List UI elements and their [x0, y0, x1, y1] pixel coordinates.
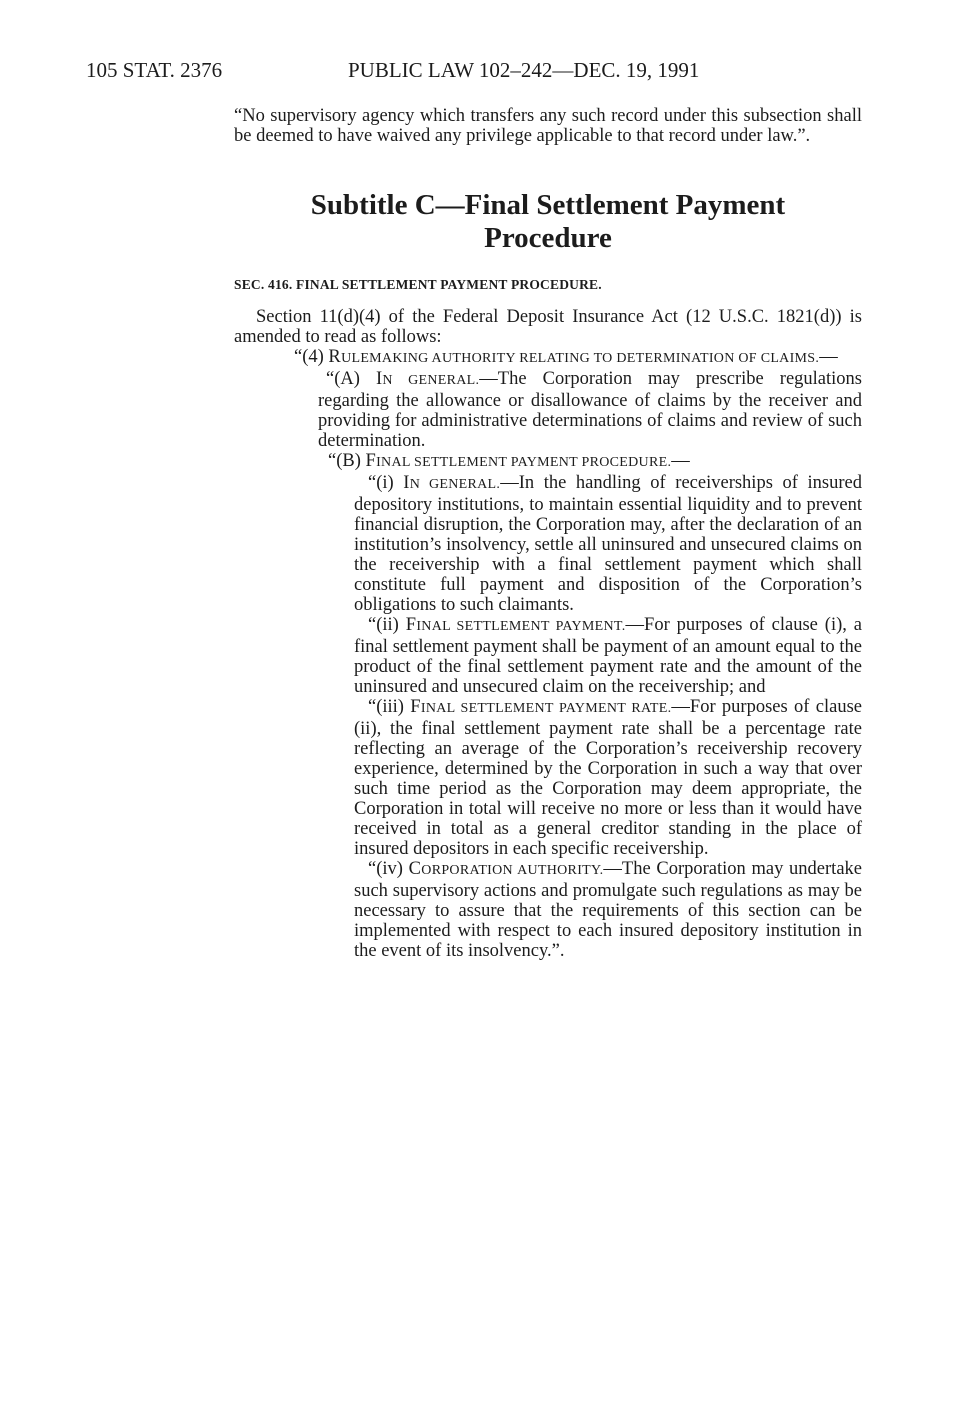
clause-iii-text: —For purposes of clause (ii), the final settlement payment rate shall be a percentage rate reflecting an average of the Corporation’s receivership recovery experience, determined by the Corporation in such a way that over such time period as the Corporation may deem appropriate, the Corporation in total will receive no more or less than it would have received in total as a general creditor standing in the place of insured depositors in each specific receivership. — [354, 697, 862, 859]
paragraph-4-heading: RULEMAKING AUTHORITY RELATING TO DETERMINATION OF CLAIMS. — [328, 347, 820, 367]
stat-citation: 105 STAT. 2376 — [86, 58, 223, 82]
subtitle-line-2: Procedure — [484, 222, 612, 254]
clause-iv-heading: CORPORATION AUTHORITY. — [408, 859, 604, 879]
paragraph-4: “(4) RULEMAKING AUTHORITY RELATING TO DETERMINATION OF CLAIMS.— — [294, 347, 838, 367]
paragraph-A-heading: IN GENERAL. — [375, 369, 480, 389]
clause-iii-heading: FINAL SETTLEMENT PAYMENT RATE. — [410, 697, 672, 717]
clause-ii: “(ii) FINAL SETTLEMENT PAYMENT.—For purposes of clause (i), a final settlement payment shall be payment of an amount equal to the product of the final settlement payment rate and the amount of the uninsured and unsecured claim on the receivership; and — [354, 615, 862, 697]
section-heading: SEC. 416. FINAL SETTLEMENT PAYMENT PROCEDURE. — [234, 277, 602, 292]
paragraph-A: “(A) IN GENERAL.—The Corporation may prescribe regulations regarding the allowance or disallowance of claims by the receiver and providing for administrative determinations of claims and review of such determination. — [318, 369, 862, 451]
clause-ii-text: —For purposes of clause (i), a final settlement payment shall be payment of an amount equal to the product of the final settlement payment rate and the amount of the uninsured and unsecured claim on the receivership; and — [354, 615, 862, 697]
subtitle-heading — [234, 189, 862, 255]
clause-iii: “(iii) FINAL SETTLEMENT PAYMENT RATE.—For purposes of clause (ii), the final settlement payment rate shall be a percentage rate reflecting an average of the Corporation’s receivership recovery experience, determined by the Corporation in such a way that over such time period as the Corporation may deem appropriate, the Corporation in total will receive no more or less than it would have received in total as a general creditor standing in the place of insured depositors in each specific receivership. — [354, 697, 862, 859]
paragraph-A-text: —The Corporation may prescribe regulations regarding the allowance or disallowance of claims by the receiver and providing for administrative determinations of claims and review of such determination. — [318, 369, 862, 451]
clause-iv-text: —The Corporation may undertake such supervisory actions and promulgate such regulations as may be necessary to assure that the requirements of this section can be implemented with respect to each insured depository institution in the event of its insolvency.”. — [354, 859, 862, 961]
paragraph-B: “(B) FINAL SETTLEMENT PAYMENT PROCEDURE.— — [328, 451, 690, 471]
section-intro: Section 11(d)(4) of the Federal Deposit Insurance Act (12 U.S.C. 1821(d)) is amended to read as follows: — [234, 307, 862, 347]
opening-quote-block — [234, 106, 862, 146]
opening-quote: “No supervisory agency which transfers any such record under this subsection shall be deemed to have waived any privilege applicable to that record under law.”. — [234, 106, 862, 146]
clause-i: “(i) IN GENERAL.—In the handling of receiverships of insured depository institutions, to maintain essential liquidity and to prevent financial disruption, the Corporation may, after the declaration of an institution’s insolvency, settle all uninsured and unsecured claims on the receivership with a final settlement payment which shall constitute full payment and disposition of the Corporation’s obligations to such claimants. — [354, 473, 862, 615]
public-law-citation: PUBLIC LAW 102–242—DEC. 19, 1991 — [348, 58, 700, 82]
clause-iv: “(iv) CORPORATION AUTHORITY.—The Corporation may undertake such supervisory actions and promulgate such regulations as may be necessary to assure that the requirements of this section can be implemented with respect to each insured depository institution in the event of its insolvency.”. — [354, 859, 862, 961]
clause-i-heading: IN GENERAL. — [403, 473, 501, 493]
subtitle-line-1: Subtitle C—Final Settlement Payment — [310, 189, 786, 221]
paragraph-B-heading: FINAL SETTLEMENT PAYMENT PROCEDURE. — [365, 451, 672, 471]
page-header — [86, 58, 876, 88]
clause-ii-heading: FINAL SETTLEMENT PAYMENT. — [405, 615, 626, 635]
section-body — [234, 307, 862, 961]
clause-i-text: —In the handling of receiverships of insured depository institutions, to maintain essential liquidity and to prevent financial disruption, the Corporation may, after the declaration of an institution’s insolvency, settle all uninsured and unsecured claims on the receivership with a final settlement payment which shall constitute full payment and disposition of the Corporation’s obligations to such claimants. — [354, 473, 862, 615]
